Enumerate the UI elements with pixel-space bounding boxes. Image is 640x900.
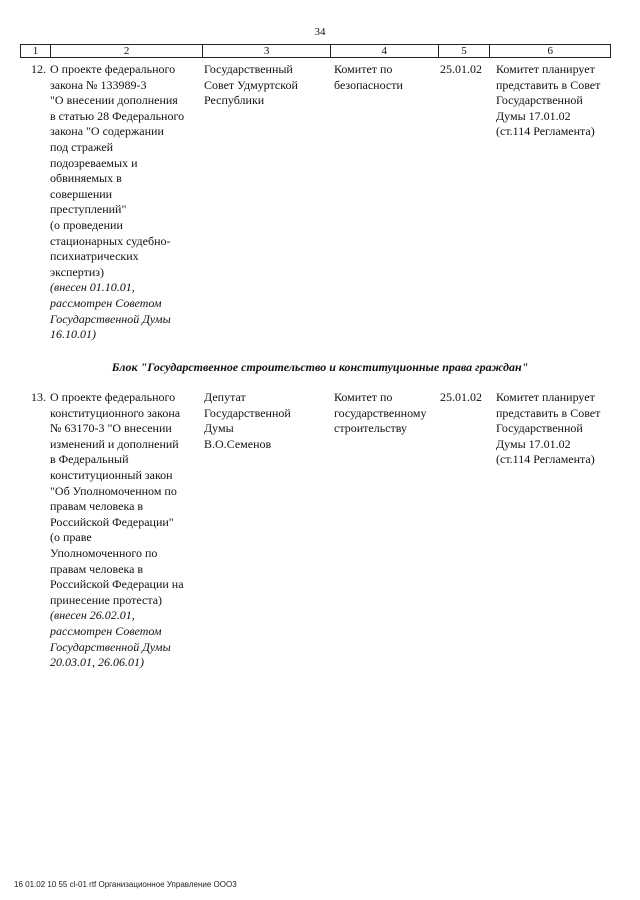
bill-author: [204, 390, 328, 452]
cell-line: безопасности: [334, 77, 403, 92]
bill-title-line: совершении: [50, 186, 113, 201]
bill-title-line: в статью 28 Федерального: [50, 108, 185, 123]
bill-title-line: конституционного закона: [50, 405, 181, 420]
row-number: 12.: [31, 62, 46, 76]
bill-title-line: стационарных судебно-: [50, 233, 171, 248]
bill-title-line: Уполномоченного по: [50, 545, 158, 560]
cell-line: (ст.114 Регламента): [496, 124, 595, 139]
cell-line: Думы 17.01.02: [496, 108, 571, 123]
page-number: 34: [314, 26, 326, 38]
cell-line: Государственной: [204, 405, 291, 420]
cell-line: Государственной: [496, 93, 583, 108]
bill-title-line: "Об Уполномоченном по: [50, 483, 177, 498]
bill-status-line: Государственной Думы: [50, 311, 171, 326]
column-header: 3: [203, 45, 331, 57]
cell-line: Комитет планирует: [496, 62, 595, 76]
bill-title-line: закона № 133989-3: [50, 77, 147, 92]
cell-line: Республики: [204, 93, 265, 108]
bill-status-line: (внесен 26.02.01,: [50, 608, 135, 623]
cell-line: Депутат: [204, 390, 246, 404]
bill-status-line: (внесен 01.10.01,: [50, 280, 135, 295]
column-header: 6: [547, 45, 553, 57]
cell-line: представить в Совет: [496, 405, 601, 420]
bill-status-line: Государственной Думы: [50, 639, 171, 654]
cell-line: представить в Совет: [496, 77, 601, 92]
bill-title-line: О проекте федерального: [50, 62, 176, 76]
cell-line: Государственной: [496, 421, 583, 436]
column-header: 5: [439, 45, 491, 57]
bill-status-line: рассмотрен Советом: [50, 295, 162, 310]
cell-line: В.О.Семенов: [204, 436, 272, 451]
bill-author: [204, 62, 328, 109]
bill-date: 25.01.02: [440, 62, 482, 76]
table-header: [20, 44, 611, 58]
cell-line: Комитет планирует: [496, 390, 595, 404]
bill-title-line: правам человека в: [50, 499, 144, 514]
bill-title-line: под стражей: [50, 139, 114, 154]
column-header: 2: [51, 45, 203, 57]
cell-line: строительству: [334, 421, 407, 436]
cell-line: Государственный: [204, 62, 293, 76]
bill-title-line: (о праве: [50, 530, 92, 545]
row-number: 13.: [31, 390, 46, 404]
bill-title-line: конституционный закон: [50, 467, 173, 482]
bill-title-line: № 63170-3 "О внесении: [50, 421, 172, 436]
bill-status-line: рассмотрен Советом: [50, 623, 162, 638]
document-footer: 16 01.02 10 55 cl-01 rtf Организационное Управление ООО3: [14, 880, 237, 889]
bill-title-line: закона "О содержании: [50, 124, 164, 139]
cell-line: (ст.114 Регламента): [496, 452, 595, 467]
bill-title-line: (о проведении: [50, 217, 123, 232]
cell-line: Думы: [204, 421, 234, 436]
bill-title-line: экспертиз): [50, 264, 104, 279]
block-heading: Блок "Государственное строительство и конституционные права граждан": [111, 360, 529, 374]
bill-title-line: Российской Федерации на: [50, 577, 184, 592]
cell-line: государственному: [334, 405, 427, 420]
cell-line: Думы 17.01.02: [496, 436, 571, 451]
bill-title-line: О проекте федерального: [50, 390, 176, 404]
committee-note: [496, 62, 622, 140]
bill-title-line: обвиняемых в: [50, 171, 122, 186]
column-header: 1: [21, 45, 51, 57]
column-header: 4: [331, 45, 439, 57]
bill-status-line: 20.03.01, 26.06.01): [50, 655, 144, 670]
bill-title-line: в Федеральный: [50, 452, 129, 467]
bill-title-line: "О внесении дополнения: [50, 93, 178, 108]
bill-title: [50, 390, 202, 671]
bill-title-line: изменений и дополнений: [50, 436, 179, 451]
bill-title-line: преступлений": [50, 202, 127, 217]
bill-date: 25.01.02: [440, 390, 482, 404]
bill-title: [50, 62, 202, 343]
responsible-committee: [334, 390, 438, 437]
bill-title-line: правам человека в: [50, 561, 144, 576]
bill-title-line: принесение протеста): [50, 592, 163, 607]
cell-line: Комитет по: [334, 62, 393, 76]
bill-title-line: Российской Федерации": [50, 514, 174, 529]
bill-title-line: психиатрических: [50, 249, 139, 264]
bill-status-line: 16.10.01): [50, 327, 96, 342]
cell-line: Совет Удмуртской: [204, 77, 298, 92]
cell-line: Комитет по: [334, 390, 393, 404]
committee-note: [496, 390, 622, 468]
responsible-committee: [334, 62, 438, 93]
bill-title-line: подозреваемых и: [50, 155, 138, 170]
